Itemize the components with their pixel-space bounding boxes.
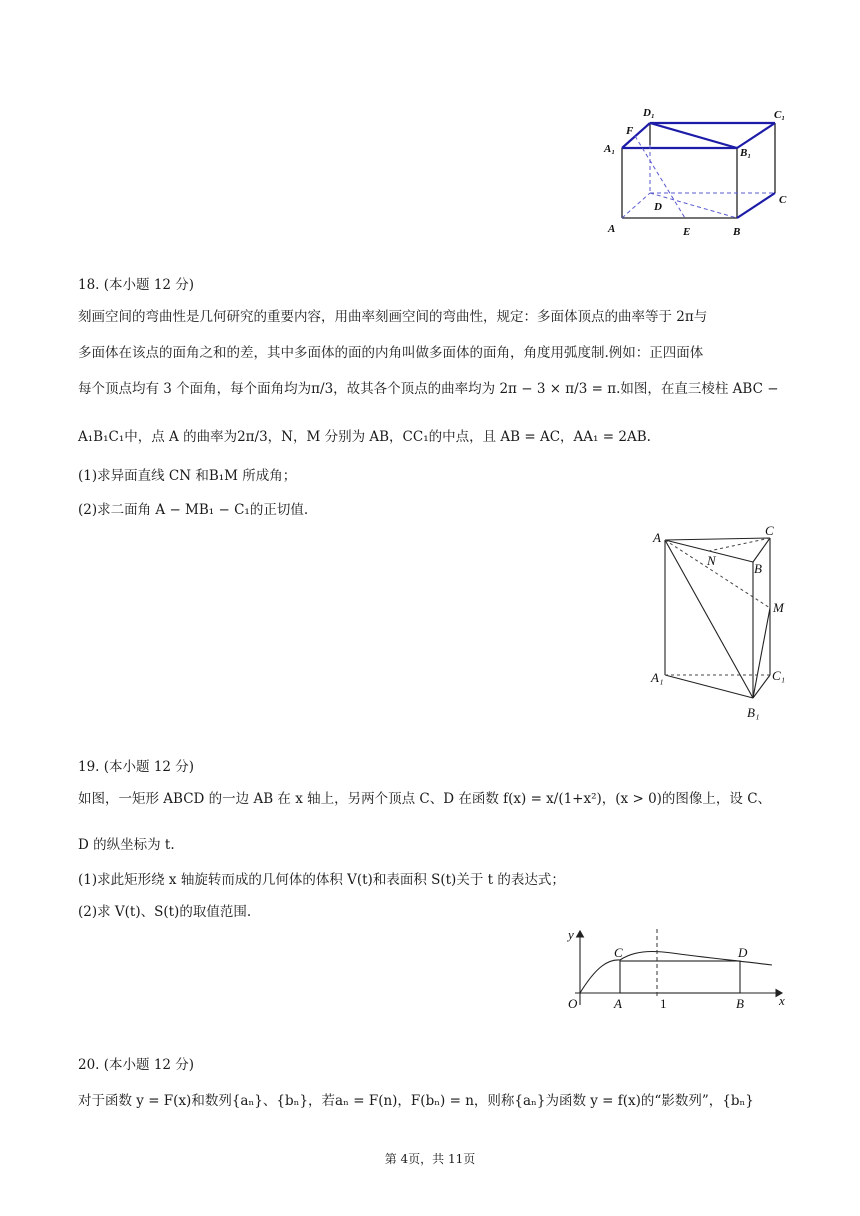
label-d1: D₁: [643, 107, 655, 119]
label-c1: C₁: [774, 109, 786, 121]
q18-line2: 多面体在该点的面角之和的差，其中多面体的面的内角叫做多面体的面角，角度用弧度制.例如：正四面体: [78, 345, 704, 361]
label-d: D: [654, 201, 662, 213]
label-c1: C₁: [772, 668, 786, 683]
q18-sub1: (1)求异面直线 CN 和B₁M 所成角；: [78, 468, 297, 484]
label-b: B: [733, 226, 741, 238]
label-b: B: [754, 561, 762, 576]
label-b: B: [736, 996, 744, 1011]
figure-prism: [645, 520, 805, 725]
label-b1: B₁: [747, 705, 760, 720]
label-one: 1: [660, 996, 667, 1011]
label-n: N: [707, 553, 716, 568]
label-o: O: [568, 996, 578, 1011]
figure-function-graph: [560, 925, 795, 1020]
label-y: y: [568, 927, 574, 942]
label-c: C: [765, 523, 774, 538]
label-f: F: [626, 125, 634, 137]
q20-line1: 对于函数 y = F(x)和数列{aₙ}、{bₙ}，若aₙ = F(n)，F(bₙ) = n，则称{aₙ}为函数 y = f(x)的“影数列”，{bₙ}: [78, 1093, 754, 1109]
label-a1: A₁: [604, 143, 616, 155]
q19-line1: 如图，一矩形 ABCD 的一边 AB 在 x 轴上，另两个顶点 C、D 在函数 f(x) = x/(1+x²)，(x > 0)的图像上，设 C、: [78, 791, 772, 807]
q20-header: 20. (本小题 12 分): [78, 1057, 195, 1073]
label-c: C: [779, 194, 787, 206]
q19-sub1: (1)求此矩形绕 x 轴旋转而成的几何体的体积 V(t)和表面积 S(t)关于 t 的表达式；: [78, 872, 565, 888]
label-x: x: [779, 993, 785, 1008]
q18-line3: 每个顶点均有 3 个面角，每个面角均为π/3，故其各个顶点的曲率均为 2π − 3 × π/3 = π.如图，在直三棱柱 ABC −: [78, 381, 779, 397]
label-e: E: [683, 226, 691, 238]
q19-line2: D 的纵坐标为 t.: [78, 837, 175, 853]
label-a: A: [653, 530, 661, 545]
q18-line1: 刻画空间的弯曲性是几何研究的重要内容，用曲率刻画空间的弯曲性，规定：多面体顶点的曲率等于 2π与: [78, 309, 708, 325]
label-a1: A₁: [651, 670, 664, 685]
figure-cuboid: [590, 100, 800, 245]
q19-header: 19. (本小题 12 分): [78, 759, 195, 775]
q19-sub2: (2)求 V(t)、S(t)的取值范围.: [78, 904, 252, 920]
label-a: A: [608, 223, 616, 235]
label-b1: B₁: [740, 147, 752, 159]
label-c: C: [614, 945, 623, 960]
q18-header: 18. (本小题 12 分): [78, 277, 195, 293]
label-a: A: [614, 996, 622, 1011]
label-m: M: [773, 600, 784, 615]
page-footer: 第 4页，共 11页: [384, 1152, 476, 1166]
q18-line4: A₁B₁C₁中，点 A 的曲率为2π/3，N，M 分别为 AB，CC₁的中点，且 AB = AC，AA₁ = 2AB.: [78, 429, 651, 445]
q18-sub2: (2)求二面角 A − MB₁ − C₁的正切值.: [78, 502, 309, 518]
label-d: D: [738, 945, 748, 960]
